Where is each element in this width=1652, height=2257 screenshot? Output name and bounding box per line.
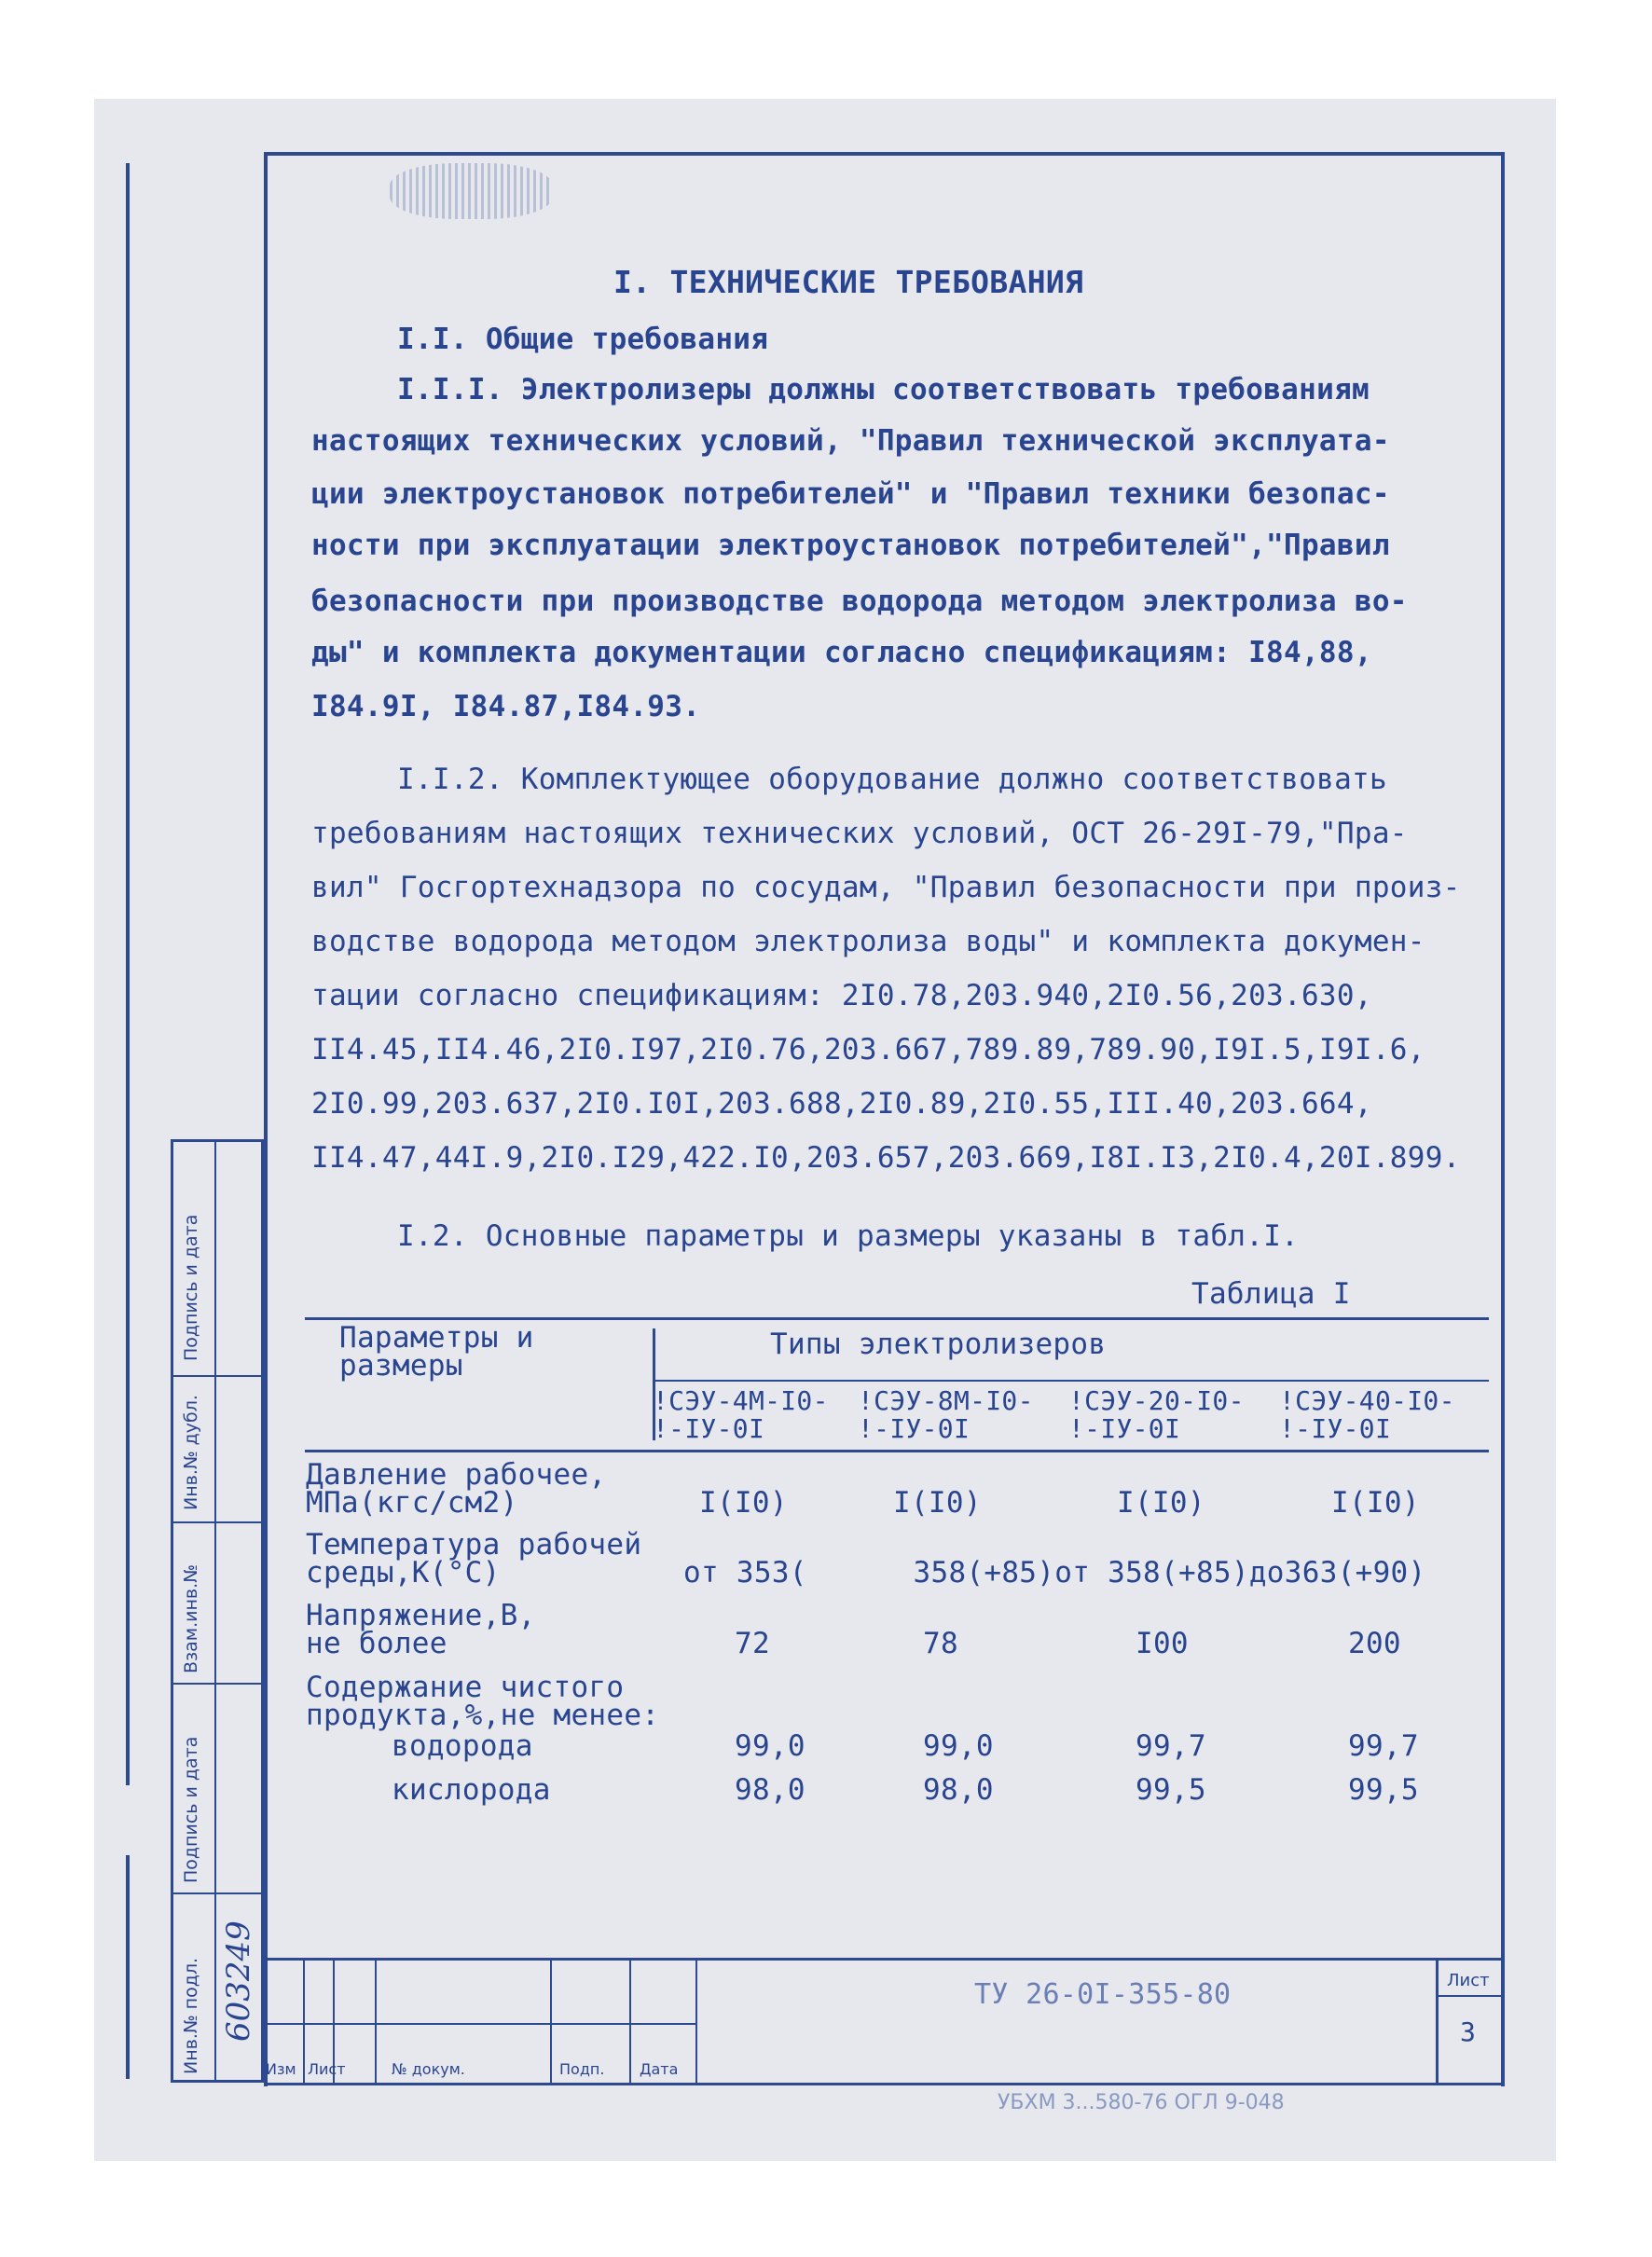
- side-stamp-label: Инв.№ дубл.: [181, 1395, 201, 1510]
- table-cell: I(I0): [1117, 1486, 1205, 1520]
- title-block-col: [695, 1958, 697, 2084]
- row-label-temperature: среды,К(°С): [306, 1556, 501, 1590]
- section-heading: I. ТЕХНИЧЕСКИЕ ТРЕБОВАНИЯ: [613, 264, 1084, 300]
- document-code: ТУ 26-0I-355-80: [974, 1978, 1232, 2011]
- title-block-col: [303, 1958, 305, 2084]
- table-cell: I(I0): [1331, 1486, 1420, 1520]
- table-cell: 99,7: [1348, 1729, 1419, 1763]
- table-cell: I00: [1136, 1627, 1189, 1660]
- table-cell: I(I0): [893, 1486, 982, 1520]
- title-block-col-label: Дата: [640, 2060, 679, 2078]
- ink-smudge: [390, 163, 553, 219]
- side-stamp-label: Подпись и дата: [181, 1736, 201, 1883]
- type-header-sey-8m: !СЭУ-8М-I0-: [858, 1385, 1034, 1416]
- side-stamp-label: Подпись и дата: [181, 1214, 201, 1361]
- inventory-number: 603249: [220, 1920, 257, 2042]
- side-stamp-rule: [171, 1683, 264, 1685]
- table-cell: 98,0: [735, 1773, 805, 1807]
- row-label-pressure: Давление рабочее,: [306, 1458, 607, 1492]
- type-header-sey-40: !-IУ-0I: [1279, 1413, 1392, 1444]
- paragraph-line: ды" и комплекта документации согласно спецификациям: I84,88,: [311, 636, 1372, 669]
- sheet-label: Лист: [1447, 1971, 1490, 1990]
- table-subheader-rule: [654, 1380, 1489, 1382]
- table-top-rule: [305, 1317, 1489, 1320]
- table-cell: 98,0: [923, 1773, 994, 1807]
- paragraph-line: ности при эксплуатации электроустановок потребителей","Правил: [311, 529, 1390, 562]
- sheet-number: 3: [1460, 2016, 1477, 2047]
- paragraph-line: требованиям настоящих технических условий, ОСТ 26-29I-79,"Пра-: [311, 817, 1408, 850]
- paragraph-line: I84.9I, I84.87,I84.93.: [311, 690, 701, 723]
- row-label-voltage: не более: [306, 1627, 447, 1660]
- row-label-hydrogen: водорода: [392, 1729, 533, 1763]
- type-header-sey-4m: !СЭУ-4М-I0-: [653, 1385, 829, 1416]
- table-header-rule: [305, 1450, 1489, 1452]
- type-header-sey-4m: !-IУ-0I: [653, 1413, 765, 1444]
- paragraph-1-2: I.2. Основные параметры и размеры указаны в табл.I.: [397, 1219, 1300, 1253]
- paragraph-line: I.I.2. Комплектующее оборудование должно соответствовать: [397, 763, 1387, 796]
- row-label-purity: Содержание чистого: [306, 1671, 625, 1704]
- title-block-col-label: Лист: [308, 2060, 346, 2078]
- row-label-oxygen: кислорода: [392, 1773, 551, 1807]
- paragraph-line: тации согласно спецификациям: 2I0.78,203.940,2I0.56,203.630,: [311, 979, 1372, 1012]
- type-header-sey-20: !СЭУ-20-I0-: [1068, 1385, 1245, 1416]
- row-label-pressure: МПа(кгс/см2): [306, 1486, 518, 1520]
- footer-stamp: УБХМ 3...580-76 ОГЛ 9-048: [998, 2091, 1285, 2114]
- table-cell: 99,0: [735, 1729, 805, 1763]
- title-block-col: [629, 1958, 631, 2084]
- table-cell: 99,7: [1136, 1729, 1206, 1763]
- row-label-voltage: Напряжение,В,: [306, 1599, 536, 1632]
- table-header-param-line: Параметры и: [339, 1321, 534, 1355]
- table-title: Таблица I: [1191, 1277, 1351, 1311]
- title-block-top-rule: [264, 1958, 1504, 1961]
- row-label-temperature: Температура рабочей: [306, 1528, 642, 1562]
- paragraph-line: водстве водорода методом электролиза воды" и комплекта докумен-: [311, 925, 1425, 958]
- title-block-col-label: Подп.: [559, 2060, 605, 2078]
- table-cell: I(I0): [699, 1486, 788, 1520]
- side-stamp-rule: [171, 1521, 264, 1523]
- table-cell-temperature-range: от 353( 358(+85)от 358(+85)до363(+90): [683, 1556, 1426, 1590]
- frame-border-right: [1501, 152, 1505, 2086]
- side-stamp-divider: [214, 1139, 216, 2083]
- side-stamp-rule: [171, 1892, 264, 1894]
- side-stamp-label: Инв.№ подл.: [181, 1957, 201, 2074]
- side-stamp-label: Взам.инв.№: [181, 1564, 201, 1673]
- binding-margin-line-lower: [126, 1855, 130, 2079]
- side-stamp-rule: [171, 1375, 264, 1377]
- table-cell: 99,0: [923, 1729, 994, 1763]
- frame-border-bottom: [264, 2083, 1504, 2085]
- paragraph-line: II4.47,44I.9,2I0.I29,422.I0,203.657,203.669,I8I.I3,2I0.4,20I.899.: [311, 1141, 1461, 1175]
- table-cell: 72: [735, 1627, 770, 1660]
- title-block-col-label: Изм: [266, 2060, 296, 2078]
- table-header-param-line: размеры: [339, 1349, 463, 1383]
- paragraph-line: I.I.I. Электролизеры должны соответствовать требованиям: [397, 373, 1370, 406]
- type-header-sey-20: !-IУ-0I: [1068, 1413, 1181, 1444]
- title-block-mid-rule: [264, 2023, 697, 2025]
- row-label-purity: продукта,%,не менее:: [306, 1699, 660, 1732]
- paragraph-line: ции электроустановок потребителей" и "Правил техники безопас-: [311, 477, 1390, 511]
- type-header-sey-8m: !-IУ-0I: [858, 1413, 971, 1444]
- table-cell: 99,5: [1348, 1773, 1419, 1807]
- table-cell: 200: [1348, 1627, 1401, 1660]
- paragraph-line: безопасности при производстве водорода методом электролиза во-: [311, 585, 1408, 618]
- frame-border-top: [264, 152, 1504, 156]
- paragraph-line: настоящих технических условий, "Правил технической эксплуата-: [311, 424, 1390, 458]
- subsection-title-general: I.I. Общие требования: [397, 323, 769, 356]
- title-block-col: [375, 1958, 377, 2084]
- frame-border-left: [264, 152, 268, 2086]
- paragraph-line: вил" Госгортехнадзора по сосудам, "Правил безопасности при произ-: [311, 871, 1461, 904]
- title-block-col: [1436, 1958, 1439, 2084]
- table-header-types: Типы электролизеров: [770, 1328, 1107, 1361]
- paragraph-line: 2I0.99,203.637,2I0.I0I,203.688,2I0.89,2I0.55,III.40,203.664,: [311, 1087, 1372, 1121]
- table-cell: 78: [923, 1627, 958, 1660]
- paragraph-line: II4.45,II4.46,2I0.I97,2I0.76,203.667,789.89,789.90,I9I.5,I9I.6,: [311, 1033, 1425, 1067]
- title-block-col-label: № докум.: [392, 2060, 465, 2078]
- type-header-sey-40: !СЭУ-40-I0-: [1279, 1385, 1455, 1416]
- table-cell: 99,5: [1136, 1773, 1206, 1807]
- binding-margin-line: [126, 163, 130, 1785]
- title-block-col: [550, 1958, 552, 2084]
- title-block-sheet-rule: [1436, 1995, 1503, 1997]
